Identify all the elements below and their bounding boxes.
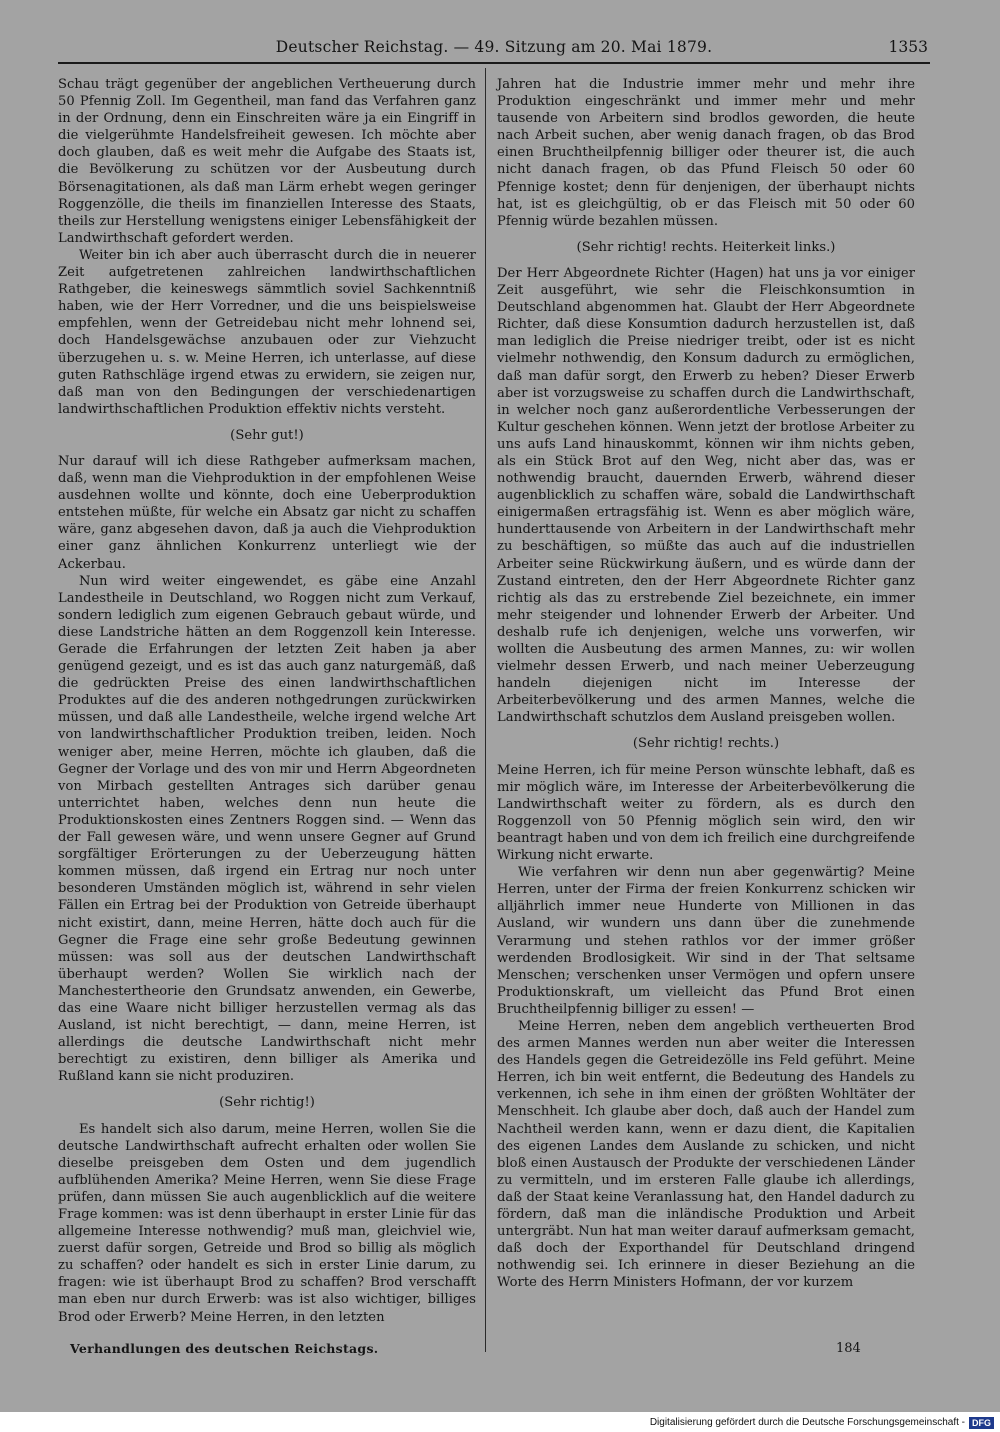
left-column <box>58 76 476 1326</box>
paragraph: Nur darauf will ich diese Rathgeber aufmerksam machen, daß, wenn man die Viehproduktion in der empfohlenen Weise ausdehnen wollte und könnte, doch eine Ueberproduktion entstehen müßte, für welche ein Absatz gar nicht zu schaffen wäre, ganz abgesehen davon, daß ja auch die Viehproduktion einer ganz ähnlichen Konkurrenz unterliegt wie der Ackerbau. <box>58 453 476 572</box>
paragraph: Es handelt sich also darum, meine Herren, wollen Sie die deutsche Landwirthschaft aufrecht erhalten oder wollen Sie dieselbe preisgeben dem Osten und dem jugendlich aufblühenden Amerika? Meine Herren, wenn Sie diese Frage prüfen, dann müssen Sie auch augenblicklich auf die weitere Frage kommen: was ist denn überhaupt in erster Linie für das allgemeine Interesse nothwendig? muß man, gleichviel wie, zuerst dafür sorgen, Getreide und Brod so billig als möglich zu schaffen? oder handelt es sich in erster Linie darum, zu fragen: wie ist überhaupt Brod zu schaffen? Brod verschafft man eben nur durch Erwerb: was ist also wichtiger, billiges Brod oder Erwerb? Meine Herren, in den letzten <box>58 1121 476 1325</box>
column-divider <box>485 68 486 1352</box>
paragraph: Meine Herren, neben dem angeblich vertheuerten Brod des armen Mannes werden nun aber weiter die Interessen des Handels gegen die Getreidezölle ins Feld geführt. Meine Herren, ich bin weit entfernt, die Bedeutung des Handels zu verkennen, ich sehe in ihm einen der größten Wohltäter der Menschheit. Ich glaube aber doch, daß auch der Handel zum Nachtheil werden kann, wenn er dazu dient, die Kapitalien des eigenen Landes dem Auslande zu schicken, und nicht bloß einen Austausch der Produkte der verschiedenen Länder zu vermitteln, und im ersteren Falle glaube ich allerdings, daß der Staat keine Veranlassung hat, den Handel dadurch zu fördern, daß man die inländische Produktion und Arbeit untergräbt. Nun hat man weiter darauf aufmerksam gemacht, daß doch der Exporthandel für Deutschland dringend nothwendig sei. Ich erinnere in dieser Beziehung an die Worte des Herrn Ministers Hofmann, der vor kurzem <box>497 1018 915 1291</box>
interjection: (Sehr richtig! rechts. Heiterkeit links.) <box>576 239 836 255</box>
footer-sheet-number: 184 <box>836 1341 861 1356</box>
paragraph: Jahren hat die Industrie immer mehr und mehr ihre Produktion eingeschränkt und immer mehr und mehr tausende von Arbeitern sind brodlos geworden, die heute nach Arbeit suchen, aber wenig danach fragen, ob das Brod einen Bruchtheilpfennig billiger oder theurer ist, die auch nicht danach fragen, ob das Pfund Fleisch 50 oder 60 Pfennige kostet; denn für denjenigen, der überhaupt nichts hat, ist es gleichgültig, ob er das Fleisch mit 50 oder 60 Pfennig würde bezahlen müssen. <box>497 77 915 229</box>
credit-text: Digitalisierung gefördert durch die Deutsche Forschungsgemeinschaft - <box>649 1417 965 1428</box>
footer-publication: Verhandlungen des deutschen Reichstags. <box>70 1341 379 1356</box>
digitization-credit <box>650 1415 994 1431</box>
paragraph: Meine Herren, ich für meine Person wünschte lebhaft, daß es mir möglich wäre, im Interesse der Arbeiterbevölkerung die Landwirthschaft weiter zu fördern, als es durch den Roggenzoll von 50 Pfennig möglich sein wird, den wir beantragt haben und von dem ich freilich eine durchgreifende Wirkung nicht erwarte. <box>497 762 915 864</box>
paragraph: Nun wird weiter eingewendet, es gäbe eine Anzahl Landestheile in Deutschland, wo Roggen nicht zum Verkauf, sondern lediglich zum eigenen Gebrauch gebaut würde, und diese Landstriche hätten an dem Roggenzoll kein Interesse. Gerade die Erfahrungen der letzten Zeit haben ja aber genügend gezeigt, und es ist das auch ganz naturgemäß, daß die gedrückten Preise des einen landwirthschaftlichen Produktes auf die des anderen nothgedrungen zurückwirken müssen, und daß alle Landestheile, welche irgend welche Art von landwirthschaftlicher Produktion treiben, leiden. Noch weniger aber, meine Herren, möchte ich glauben, daß die Gegner der Vorlage und des von mir und Herrn Abgeordneten von Mirbach gestellten Antrages sich darüber genau unterrichtet haben, welches denn nun heute die Produktionskosten eines Zentners Roggen sind. — Wenn das der Fall gewesen wäre, und wenn unsere Gegner auf Grund sorgfältiger Erörterungen zu der Ueberzeugung hätten kommen müssen, daß irgend ein Ertrag nur noch unter besonderen Umständen möglich ist, während in sehr vielen Fällen ein Ertrag bei der Produktion von Getreide überhaupt nicht existirt, dann, meine Herren, hätte doch auch für die Gegner die Frage eine sehr große Bedeutung gewinnen müssen: was soll aus der deutschen Landwirthschaft überhaupt werden? Wollen Sie wirklich nach der Manchestertheorie den Grundsatz anwenden, ein Gewerbe, das eine Waare nicht billiger herzustellen vermag als das Ausland, ist nicht berechtigt, — dann, meine Herren, ist allerdings die deutsche Landwirthschaft nicht mehr berechtigt zu existiren, denn billiger als Amerika und Rußland kann sie nicht produziren. <box>58 573 476 1085</box>
interjection: (Sehr gut!) <box>230 427 304 443</box>
header-rule <box>58 62 930 64</box>
page-number: 1353 <box>888 38 928 56</box>
paragraph: Der Herr Abgeordnete Richter (Hagen) hat uns ja vor einiger Zeit ausgeführt, wie sehr die Fleischkonsumtion in Deutschland abgenommen hat. Glaubt der Herr Abgeordnete Richter, daß diese Konsumtion dadurch herzustellen ist, daß man lediglich die Preise niedriger treibt, oder ist es nicht vielmehr nothwendig, den Konsum dadurch zu ermöglichen, daß man dafür sorgt, den Erwerb zu heben? Dieser Erwerb aber ist vorzugsweise zu schaffen durch die Landwirthschaft, in welcher noch ganz außerordentliche Verbesserungen der Kultur geschehen können. Wenn jetzt der brotlose Arbeiter zu uns aufs Land hinauskommt, können wir ihm nichts geben, als ein Stück Brot auf den Weg, nicht aber das, was er nothwendig braucht, dauernden Erwerb, während dieser augenblicklich zu schaffen wäre, sobald die Landwirthschaft einigermaßen ertragsfähig ist. Wenn es aber möglich wäre, hunderttausende von Arbeitern in der Landwirthschaft mehr zu beschäftigen, so müßte das auch auf die industriellen Arbeiter seine Rückwirkung äußern, und es würde dann der Zustand eintreten, den der Herr Abgeordnete Richter ganz richtig als das zu erstrebende Ziel bezeichnete, ein immer mehr steigender und lohnender Erwerb der Arbeiter. Und deshalb rufe ich denjenigen, welche uns vorwerfen, wir wollten die Ausbeutung des armen Mannes, zu: wir wollen vielmehr dessen Erwerb, und nach meiner Ueberzeugung handeln diejenigen nicht im Interesse der Arbeiterbevölkerung und des armen Mannes, welche die Landwirthschaft schutzlos dem Ausland preisgeben wollen. <box>497 265 915 726</box>
running-head-title: Deutscher Reichstag. — 49. Sitzung am 20. Mai 1879. <box>275 38 713 56</box>
paragraph: Wie verfahren wir denn nun aber gegenwärtig? Meine Herren, unter der Firma der freien Konkurrenz schicken wir alljährlich immer neue Hunderte von Millionen in das Ausland, wir wundern uns dann über die zunehmende Verarmung und stehen rathlos vor der immer größer werdenden Brodlosigkeit. Wir sind in der That seltsame Menschen; verschenken unser Vermögen und opfern unsere Produktionskraft, um vielleicht das Pfund Brot einen Bruchtheilpfennig billiger zu essen! — <box>497 865 915 1017</box>
right-column <box>497 76 915 1291</box>
running-head <box>58 34 930 60</box>
paragraph: Weiter bin ich aber auch überrascht durch die in neuerer Zeit aufgetretenen zahlreichen landwirthschaftlichen Rathgeber, die keineswegs sämmtlich soviel Sachkenntniß haben, wie der Herr Vorredner, und die uns beispielsweise empfehlen, wenn der Getreidebau nicht mehr lohnend sei, doch Handelsgewächse anzubauen oder zur Viehzucht überzugehen u. s. w. Meine Herren, ich unterlasse, auf diese guten Rathschläge irgend etwas zu erwidern, sie zeigen nur, daß man von den Bedingungen der verschiedenartigen landwirthschaftlichen Produktion effektiv nichts versteht. <box>58 247 476 417</box>
dfg-logo-icon: DFG <box>969 1417 994 1429</box>
interjection: (Sehr richtig!) <box>219 1095 315 1111</box>
paragraph: Schau trägt gegenüber der angeblichen Vertheuerung durch 50 Pfennig Zoll. Im Gegentheil, man fand das Verfahren ganz in der Ordnung, denn ein Einschreiten wäre ja ein Eingriff in die vielgerühmte Handelsfreiheit gewesen. Ich möchte aber doch glauben, daß es weit mehr die Aufgabe des Staats ist, die Bevölkerung zu schützen vor der Ausbeutung durch Börsenagitationen, als daß man Lärm erhebt wegen geringer Roggenzölle, die theils im finanziellen Interesse des Staats, theils zur Herstellung wenigstens einiger Lebensfähigkeit der Landwirthschaft gefordert werden. <box>58 77 476 246</box>
interjection: (Sehr richtig! rechts.) <box>632 736 780 752</box>
